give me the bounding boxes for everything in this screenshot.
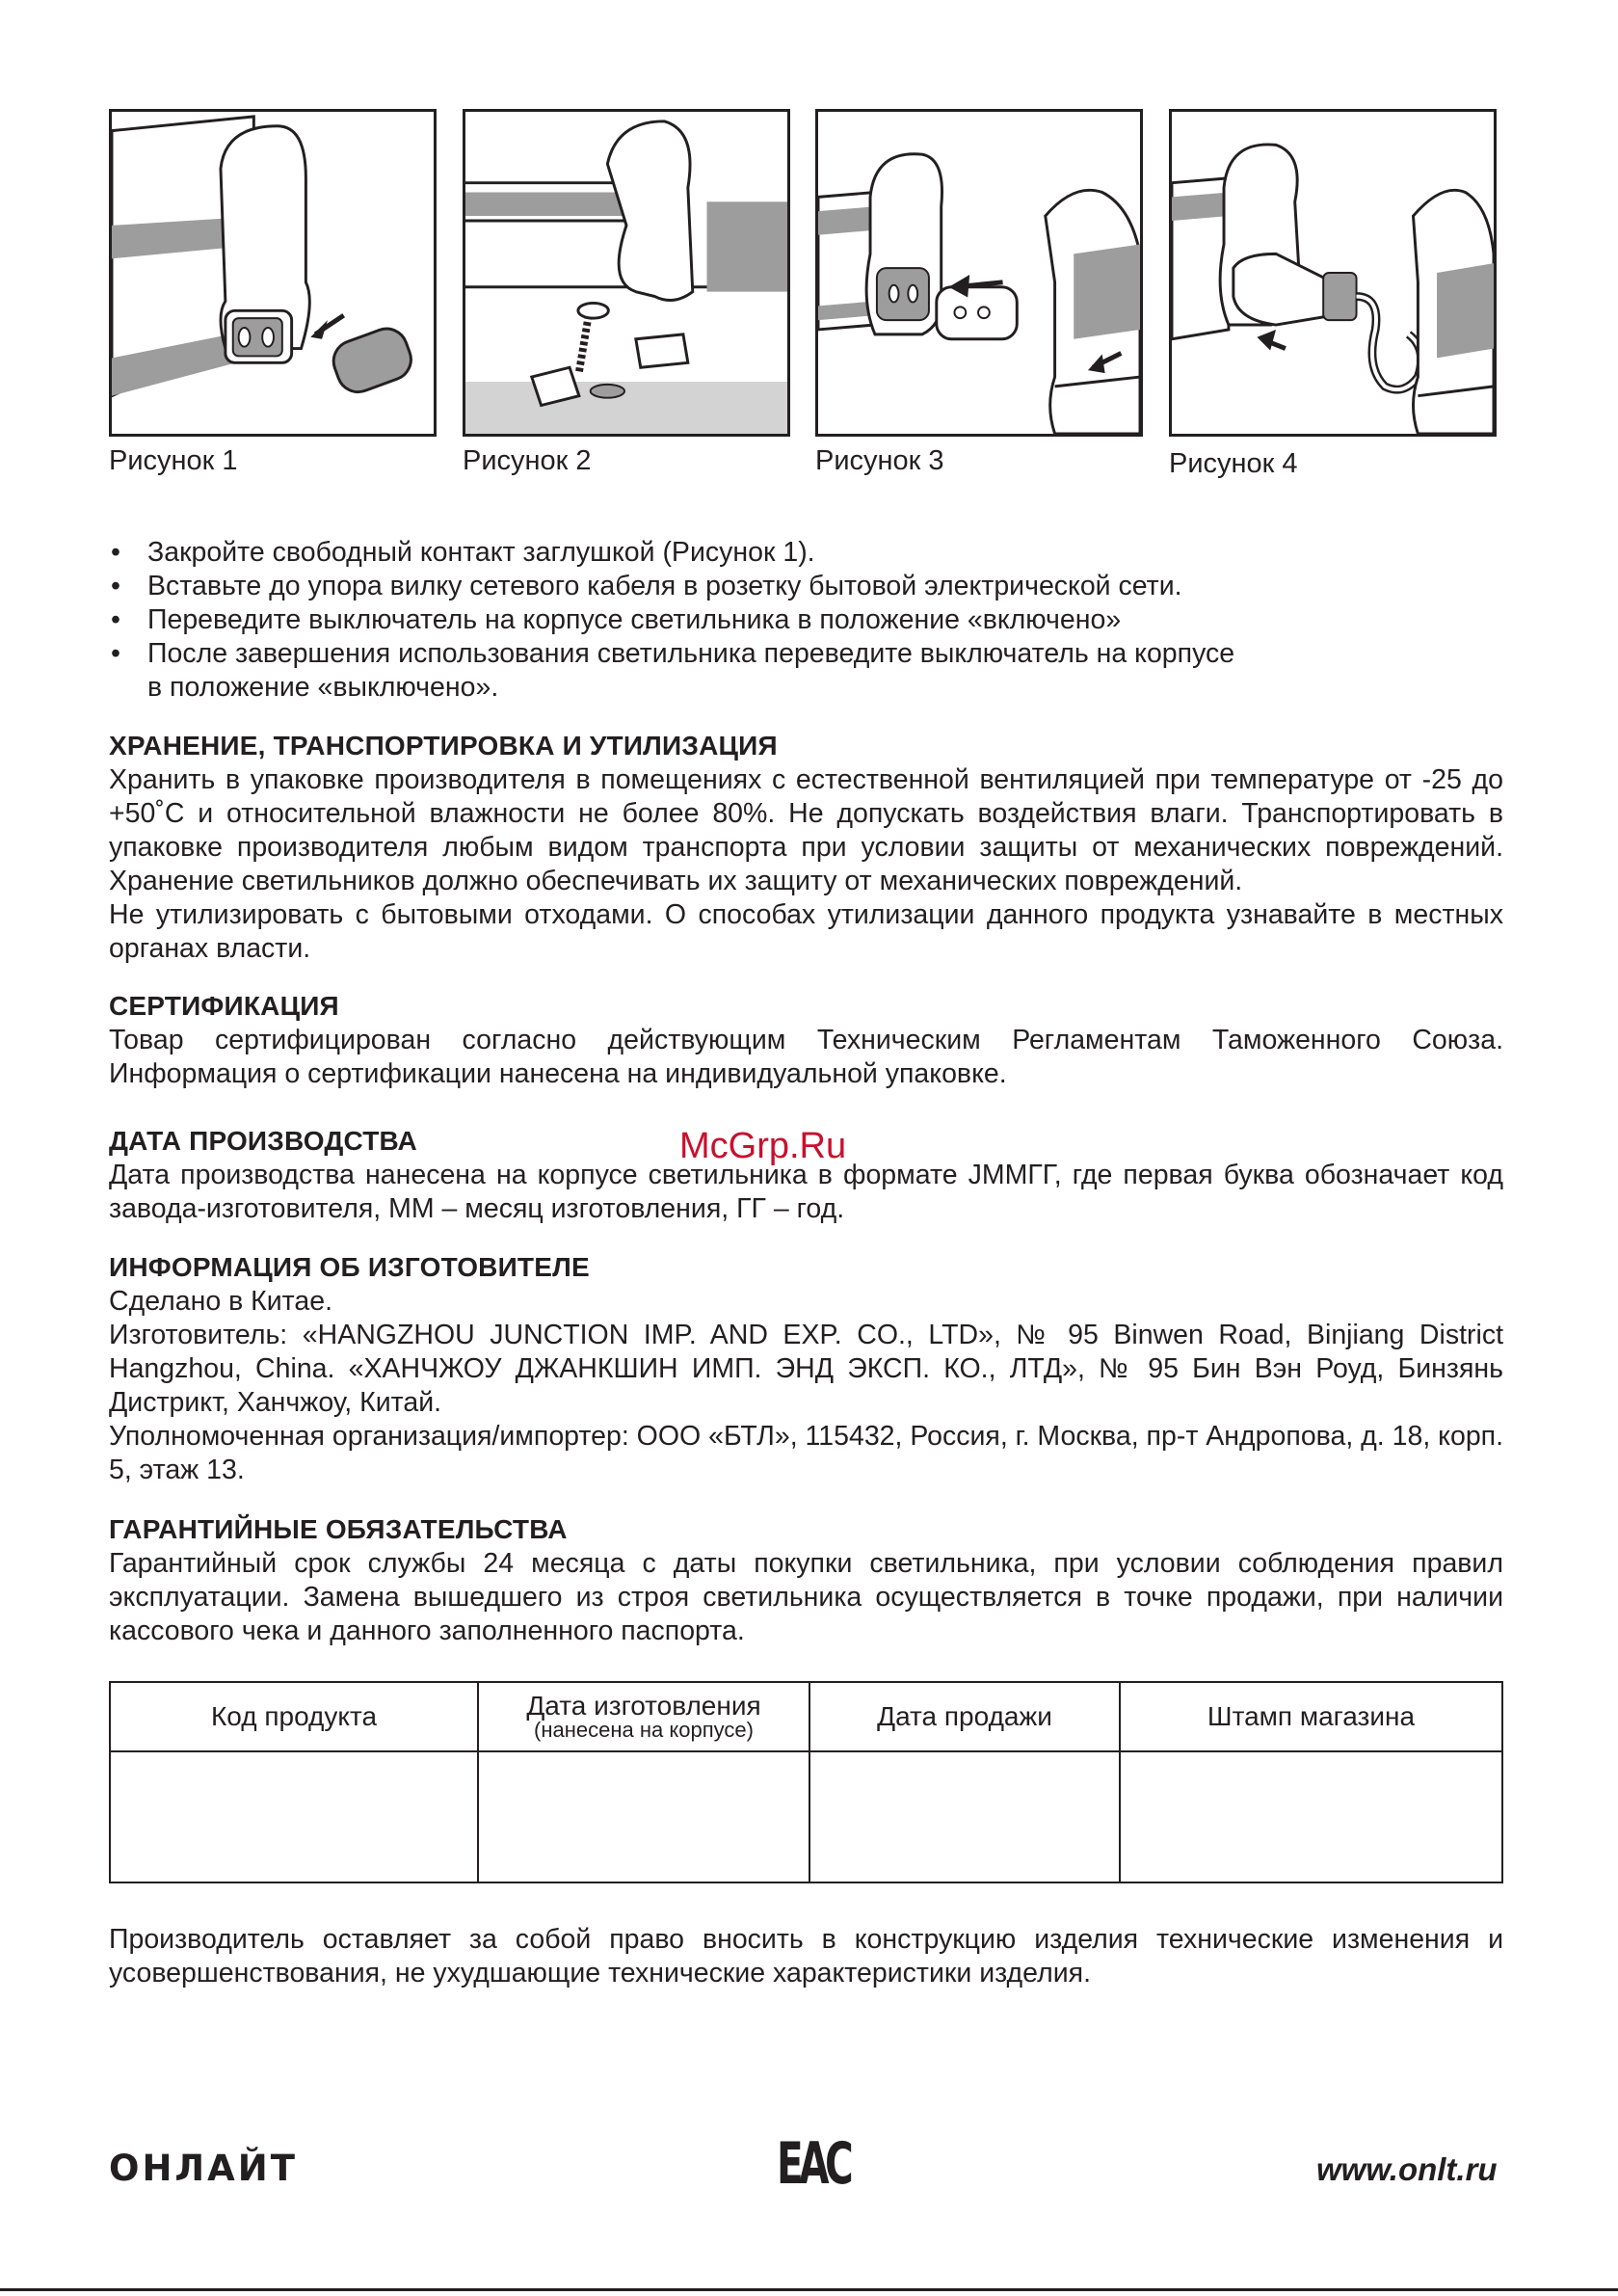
figure-3 — [815, 109, 1143, 437]
header-shop-stamp: Штамп магазина — [1120, 1682, 1502, 1751]
figure-2 — [463, 109, 790, 437]
cell-shop-stamp — [1120, 1751, 1502, 1882]
figure-3-illustration — [818, 112, 1140, 434]
production-date-section — [109, 1124, 1503, 1226]
storage-title: ХРАНЕНИЕ, ТРАНСПОРТИРОВКА И УТИЛИЗАЦИЯ — [109, 731, 778, 761]
certification-section — [109, 989, 1503, 1091]
header-product-code: Код продукта — [110, 1682, 478, 1751]
header-manufacture-date-label: Дата изготовления — [526, 1691, 761, 1721]
production-date-title: ДАТА ПРОИЗВОДСТВА — [109, 1126, 417, 1156]
cell-product-code — [110, 1751, 478, 1882]
certification-text: Товар сертифицирован согласно действующим Техническим Регламентам Таможенного Союза. Информация о сертификации нанесена на индивидуальной упаковке. — [109, 1025, 1503, 1089]
figure-4-caption: Рисунок 4 — [1169, 448, 1298, 479]
warranty-text: Гарантийный срок службы 24 месяца с даты покупки светильника, при условии соблюдения правил эксплуатации. Замена вышедшего из строя светильника осуществляется в точке продажи, при наличии кассового чека и данного заполненного паспорта. — [109, 1548, 1503, 1646]
production-date-text: Дата производства нанесена на корпусе светильника в формате JММГГ, где первая буква обозначает код завода-изготовителя, ММ – месяц изготовления, ГГ – год. — [109, 1160, 1503, 1224]
warranty-table-row — [110, 1751, 1502, 1882]
manufacturer-maker: Изготовитель: «HANGZHOU JUNCTION IMP. AND EXP. CO., LTD», № 95 Binwen Road, Binjiang District Hangzhou, China. «ХАНЧЖОУ ДЖАНКШИН ИМП. ЭНД ЭКСП. КО., ЛТД», № 95 Бин Вэн Роуд, Бинзянь Дистрикт, Ханчжоу, Китай. — [109, 1320, 1503, 1418]
manufacturer-section — [109, 1250, 1503, 1487]
watermark: McGrp.Ru — [679, 1126, 847, 1166]
instruction-continuation-text: в положение «выключено». — [147, 672, 499, 703]
footer-note: Производитель оставляет за собой право вносить в конструкцию изделия технические изменения и усовершенствования, не ухудшающие технические характеристики изделия. — [109, 1924, 1503, 1989]
instruction-item: • Закройте свободный контакт заглушкой (Рисунок 1). — [109, 536, 1506, 570]
instruction-item-continuation — [109, 671, 1506, 705]
warranty-title: ГАРАНТИЙНЫЕ ОБЯЗАТЕЛЬСТВА — [109, 1514, 568, 1544]
storage-section — [109, 729, 1503, 966]
website-link[interactable]: www.onlt.ru — [1316, 2151, 1498, 2187]
eac-mark: EAC — [777, 2130, 850, 2198]
figure-2-illustration — [465, 112, 787, 434]
instruction-item: • После завершения использования светильника переведите выключатель на корпусе — [109, 637, 1506, 671]
header-manufacture-date-note: (нанесена на корпусе) — [534, 1718, 754, 1742]
header-manufacture-date — [478, 1682, 809, 1751]
warranty-section — [109, 1512, 1503, 1648]
figure-1 — [109, 109, 437, 437]
manufacturer-title: ИНФОРМАЦИЯ ОБ ИЗГОТОВИТЕЛЕ — [109, 1252, 590, 1282]
certification-title: СЕРТИФИКАЦИЯ — [109, 991, 339, 1021]
figure-2-caption: Рисунок 2 — [463, 445, 592, 476]
figure-1-illustration — [112, 112, 434, 434]
storage-text-disposal: Не утилизировать с бытовыми отходами. О способах утилизации данного продукта узнавайте в местных органах власти. — [109, 899, 1503, 964]
figure-4-illustration — [1172, 112, 1494, 434]
cell-manufacture-date — [478, 1751, 809, 1882]
warranty-table — [109, 1681, 1503, 1883]
instruction-item: • Вставьте до упора вилку сетевого кабеля в розетку бытовой электрической сети. — [109, 570, 1506, 603]
brand-logo: ОНЛАЙТ — [109, 2148, 298, 2189]
figure-4 — [1169, 109, 1497, 437]
figure-3-caption: Рисунок 3 — [815, 445, 944, 476]
warranty-table-header — [110, 1682, 1502, 1751]
instruction-list — [109, 536, 1506, 705]
storage-text: Хранить в упаковке производителя в помещениях с естественной вентиляцией при температуре от -25 до +50˚С и относительной влажности не более 80%. Не допускать воздействия влаги. Транспортировать в упаковке производителя любым видом транспорта при условии защиты от механических повреждений. Хранение светильников должно обеспечивать их защиту от механических повреждений. — [109, 764, 1503, 896]
header-sale-date: Дата продажи — [809, 1682, 1120, 1751]
figure-1-caption: Рисунок 1 — [109, 445, 238, 476]
instruction-item: • Переведите выключатель на корпусе светильника в положение «включено» — [109, 603, 1506, 637]
bottom-divider — [0, 2288, 1618, 2291]
cell-sale-date — [809, 1751, 1120, 1882]
manufacturer-made-in: Сделано в Китае. — [109, 1286, 333, 1317]
manufacturer-importer: Уполномоченная организация/импортер: ООО «БТЛ», 115432, Россия, г. Москва, пр-т Андропова, д. 18, корп. 5, этаж 13. — [109, 1421, 1504, 1485]
